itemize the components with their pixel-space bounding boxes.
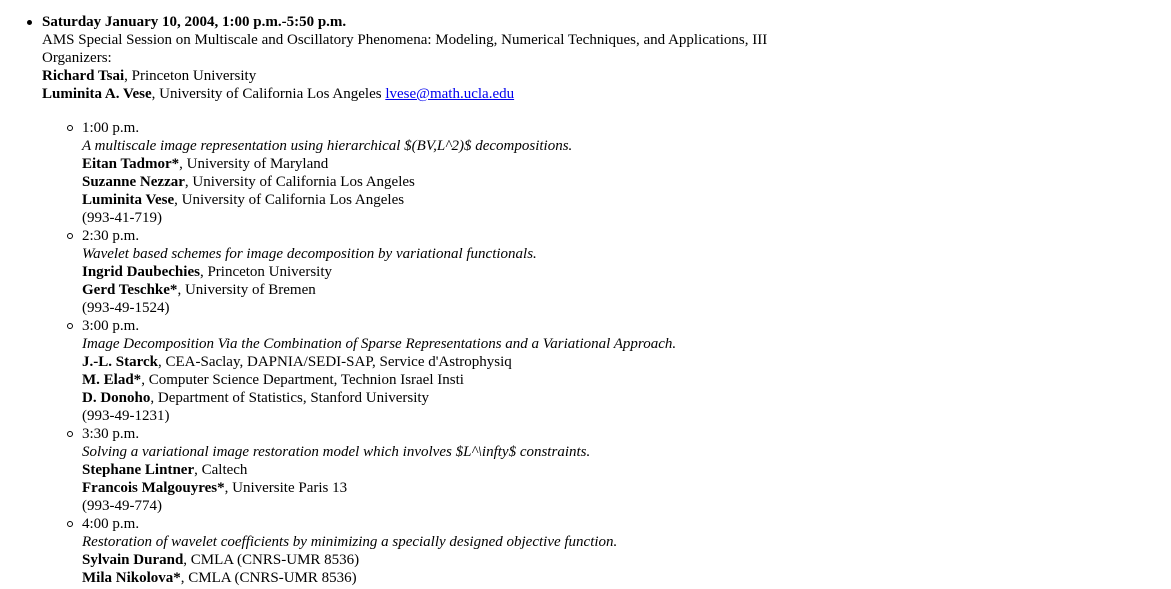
abstract-code: (993-49-1231) <box>82 408 170 424</box>
bullet-disc-icon <box>27 20 32 25</box>
author-affiliation: , CMLA (CNRS-UMR 8536) <box>180 570 357 586</box>
talk-list <box>42 103 1171 587</box>
talk-title: Restoration of wavelet coefficients by minimizing a specially designed objective function. <box>82 534 618 550</box>
author-name: Luminita Vese <box>82 192 175 208</box>
author-affiliation: , Caltech <box>194 462 248 478</box>
talk-title: A multiscale image representation using hierarchical $(BV,L^2)$ decompositions. <box>82 138 573 154</box>
author-name: Gerd Teschke* <box>82 282 178 298</box>
author-line <box>82 173 1171 191</box>
talk-title: Wavelet based schemes for image decomposition by variational functionals. <box>82 246 537 262</box>
session-list <box>0 13 1171 587</box>
author-affiliation: , Computer Science Department, Technion Israel Insti <box>141 372 464 388</box>
bullet-circle-icon <box>67 125 73 131</box>
session-title: AMS Special Session on Multiscale and Oscillatory Phenomena: Modeling, Numerical Techniques, and Applications, III <box>42 32 768 48</box>
author-name: Francois Malgouyres* <box>82 480 225 496</box>
session-date-time: Saturday January 10, 2004, 1:00 p.m.-5:50 p.m. <box>42 14 347 30</box>
author-name: Stephane Lintner <box>82 462 195 478</box>
author-line <box>82 569 1171 587</box>
talk-time: 3:00 p.m. <box>82 318 140 334</box>
author-line <box>82 389 1171 407</box>
organizer-name: Luminita A. Vese <box>42 86 152 102</box>
author-name: M. Elad* <box>82 372 142 388</box>
organizer-affiliation: , University of California Los Angeles <box>151 86 386 102</box>
author-affiliation: , Princeton University <box>199 264 333 280</box>
author-name: J.-L. Starck <box>82 354 158 370</box>
author-affiliation: , Universite Paris 13 <box>224 480 348 496</box>
talk-item <box>82 515 1171 587</box>
organizer-affiliation: , Princeton University <box>124 68 257 84</box>
author-line <box>82 155 1171 173</box>
author-line <box>82 263 1171 281</box>
author-line <box>82 353 1171 371</box>
session-item <box>42 13 1171 587</box>
author-line <box>82 371 1171 389</box>
author-affiliation: , University of California Los Angeles <box>184 174 415 190</box>
author-affiliation: , University of California Los Angeles <box>174 192 405 208</box>
organizers-label: Organizers: <box>42 50 112 66</box>
abstract-code: (993-49-1524) <box>82 300 170 316</box>
author-line <box>82 461 1171 479</box>
author-line <box>82 281 1171 299</box>
talk-item <box>82 425 1171 515</box>
author-affiliation: , CMLA (CNRS-UMR 8536) <box>183 552 360 568</box>
abstract-code: (993-49-774) <box>82 498 162 514</box>
organizer-line <box>42 67 1171 85</box>
author-line <box>82 191 1171 209</box>
author-name: Mila Nikolova* <box>82 570 181 586</box>
author-affiliation: , Department of Statistics, Stanford University <box>150 390 430 406</box>
author-affiliation: , CEA-Saclay, DAPNIA/SEDI-SAP, Service d'Astrophysiq <box>157 354 512 370</box>
bullet-circle-icon <box>67 233 73 239</box>
author-name: Ingrid Daubechies <box>82 264 200 280</box>
talk-item <box>82 227 1171 317</box>
author-affiliation: , University of Maryland <box>179 156 329 172</box>
talk-title: Image Decomposition Via the Combination of Sparse Representations and a Variational Approach. <box>82 336 677 352</box>
author-name: D. Donoho <box>82 390 151 406</box>
talk-time: 4:00 p.m. <box>82 516 140 532</box>
author-name: Suzanne Nezzar <box>82 174 185 190</box>
talk-time: 2:30 p.m. <box>82 228 140 244</box>
bullet-circle-icon <box>67 521 73 527</box>
author-name: Eitan Tadmor* <box>82 156 180 172</box>
organizer-email-link[interactable]: lvese@math.ucla.edu <box>385 86 515 102</box>
talk-item <box>82 119 1171 227</box>
organizer-name: Richard Tsai <box>42 68 125 84</box>
abstract-code: (993-41-719) <box>82 210 162 226</box>
author-affiliation: , University of Bremen <box>177 282 316 298</box>
author-line <box>82 551 1171 569</box>
organizer-line <box>42 85 1171 103</box>
talk-time: 3:30 p.m. <box>82 426 140 442</box>
bullet-circle-icon <box>67 431 73 437</box>
talk-time: 1:00 p.m. <box>82 120 140 136</box>
talk-item <box>82 317 1171 425</box>
author-line <box>82 479 1171 497</box>
talk-title: Solving a variational image restoration model which involves $L^\infty$ constraints. <box>82 444 591 460</box>
author-name: Sylvain Durand <box>82 552 184 568</box>
bullet-circle-icon <box>67 323 73 329</box>
